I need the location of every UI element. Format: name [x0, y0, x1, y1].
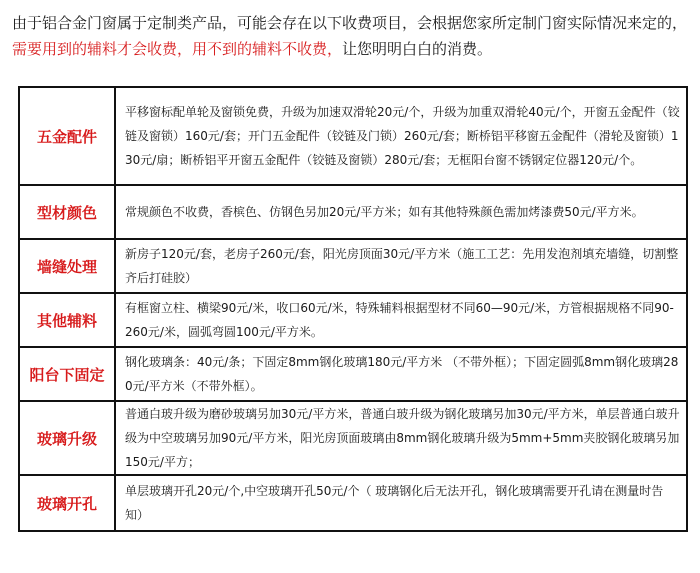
fee-description: 钢化玻璃条：40元/条；下固定8mm钢化玻璃180元/平方米 （不带外框）；下固定圆弧8mm钢化玻璃280元/平方米（不带外框）。	[115, 347, 687, 401]
fee-category: 五金配件	[19, 87, 115, 185]
fee-row-wall-gap	[19, 239, 687, 293]
fee-description: 常规颜色不收费，香槟色、仿钢色另加20元/平方米；如有其他特殊颜色需加烤漆费50元/平方米。	[115, 185, 687, 239]
fee-category: 型材颜色	[19, 185, 115, 239]
intro-text-1: 由于铝合金门窗属于定制类产品，可能会存在以下收费项目，会根据您家所定制门窗实际情况来定的，	[12, 14, 688, 32]
fee-row-profile-color	[19, 185, 687, 239]
fee-description: 有框窗立柱、横梁90元/米，收口60元/米，特殊辅料根据型材不同60—90元/米，方管根据规格不同90-260元/米，圆弧弯圆100元/平方米。	[115, 293, 687, 347]
intro-paragraph	[12, 10, 692, 62]
fee-description: 单层玻璃开孔20元/个,中空玻璃开孔50元/个（ 玻璃钢化后无法开孔，钢化玻璃需要开孔请在测量时告知）	[115, 475, 687, 531]
fee-row-other-materials	[19, 293, 687, 347]
fee-description: 普通白玻升级为磨砂玻璃另加30元/平方米，普通白玻升级为钢化玻璃另加30元/平方米，单层普通白玻升级为中空玻璃另加90元/平方米，阳光房顶面玻璃由8mm钢化玻璃升级为5mm+5mm夹胶钢化玻璃另加150元/平方；	[115, 401, 687, 475]
intro-text-2: 让您明明白白的消费。	[342, 40, 493, 58]
fee-row-hardware	[19, 87, 687, 185]
fee-description: 平移窗标配单轮及窗锁免费，升级为加速双滑轮20元/个，升级为加重双滑轮40元/个，开窗五金配件（铰链及窗锁）160元/套；开门五金配件（铰链及门锁）260元/套；断桥铝平移窗五金配件（滑轮及窗锁）130元/扇；断桥铝平开窗五金配件（铰链及窗锁）280元/套；无框阳台窗不锈钢定位器120元/个。	[115, 87, 687, 185]
fee-category: 玻璃升级	[19, 401, 115, 475]
fee-category: 其他辅料	[19, 293, 115, 347]
intro-highlight: 需要用到的辅料才会收费，用不到的辅料不收费，	[12, 40, 343, 58]
fee-category: 阳台下固定	[19, 347, 115, 401]
fee-category: 墙缝处理	[19, 239, 115, 293]
fee-description: 新房子120元/套，老房子260元/套，阳光房顶面30元/平方米（施工工艺：先用发泡剂填充墙缝，切割整齐后打硅胶）	[115, 239, 687, 293]
fee-row-glass-upgrade	[19, 401, 687, 475]
fee-table	[18, 86, 688, 532]
fee-row-balcony-fixed	[19, 347, 687, 401]
fee-row-glass-drilling	[19, 475, 687, 531]
fee-category: 玻璃开孔	[19, 475, 115, 531]
